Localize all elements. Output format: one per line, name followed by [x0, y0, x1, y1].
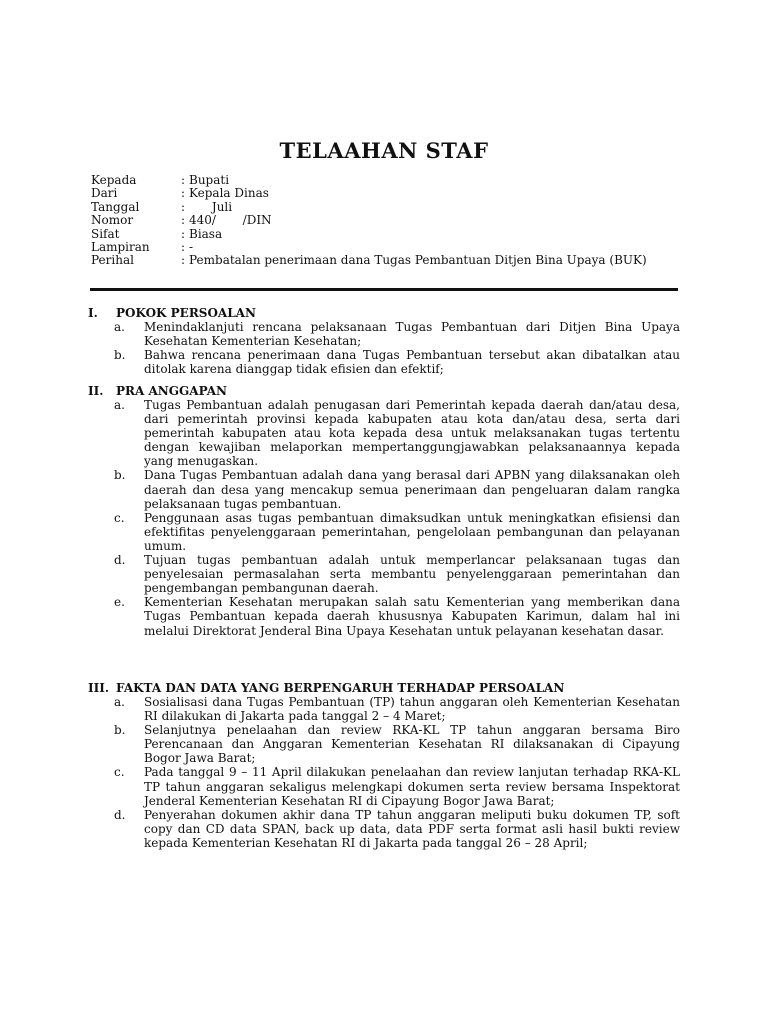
- item-text: Penggunaan asas tugas pembantuan dimaksudkan untuk meningkatkan efisiensi dan efektifitas penyelenggaraan pemerintahan, pengelolaan pembangunan dan pelayanan umum.: [144, 510, 680, 553]
- meta-row-perihal: [91, 254, 681, 267]
- section-title: FAKTA DAN DATA YANG BERPENGARUH TERHADAP PERSOALAN: [116, 681, 565, 695]
- meta-row-dari: [91, 187, 681, 200]
- meta-label: Kepada: [91, 173, 137, 187]
- meta-label: Lampiran: [91, 240, 150, 255]
- section-heading: [88, 384, 680, 398]
- item-letter: a.: [114, 320, 125, 334]
- item-letter: b.: [114, 348, 126, 363]
- item-letter: c.: [114, 765, 125, 780]
- item-letter: e.: [114, 595, 125, 610]
- item-text: Kementerian Kesehatan merupakan salah satu Kementerian yang memberikan dana Tugas Pembantuan kepada daerah khususnya Kabupaten Karimun, dalam hal ini melalui Direktorat Jenderal Bina Upaya Kesehatan untuk pelayanan kesehatan dasar.: [144, 595, 680, 638]
- item-letter: a.: [114, 695, 125, 709]
- section-heading: [88, 306, 680, 320]
- meta-row-lampiran: [91, 241, 681, 254]
- meta-separator: :: [181, 240, 186, 255]
- meta-value: Biasa: [189, 226, 223, 241]
- item-text: Selanjutnya penelaahan dan review RKA-KL TP tahun anggaran bersama Biro Perencanaan dan Anggaran Kementerian Kesehatan RI dilaksanakan di Cipayung Bogor Jawa Barat;: [144, 723, 680, 766]
- section-fakta-dan-data: [88, 681, 680, 850]
- list-item: [88, 348, 680, 376]
- list-item: [88, 398, 680, 468]
- item-text: Dana Tugas Pembantuan adalah dana yang berasal dari APBN yang dilaksanakan oleh daerah dan desa yang mencakup semua penerimaan dan pengeluaran dalam rangka pelaksanaan tugas pembantuan.: [144, 468, 680, 511]
- item-text: Tugas Pembantuan adalah penugasan dari Pemerintah kepada daerah dan/atau desa, dari pemerintah provinsi kepada kabupaten atau kota dan/atau desa, serta dari pemerintah kabupaten atau kota kepada desa untuk melaksanakan tugas tertentu dengan kewajiban melaporkan mempertanggungjawabkan pelaksanaannya kepada yang menugaskan.: [144, 398, 680, 469]
- item-text: Bahwa rencana penerimaan dana Tugas Pembantuan tersebut akan dibatalkan atau ditolak karena dianggap tidak efisien dan efektif;: [144, 348, 680, 377]
- item-text: Tujuan tugas pembantuan adalah untuk memperlancar pelaksanaan tugas dan penyelesaian permasalahan serta membantu penyelenggaraan pemerintahan dan pengembangan pembangunan daerah.: [144, 553, 680, 596]
- meta-label: Perihal: [91, 253, 134, 268]
- meta-value: Kepala Dinas: [189, 186, 269, 201]
- meta-label: Tanggal: [91, 199, 140, 214]
- meta-separator: :: [181, 199, 186, 214]
- meta-label: Sifat: [91, 226, 120, 241]
- meta-row-sifat: [91, 228, 681, 241]
- item-text: Penyerahan dokumen akhir dana TP tahun anggaran meliputi buku dokumen TP, soft copy dan CD data SPAN, back up data, data PDF serta format asli hasil bukti review kepada Kementerian Kesehatan RI di Jakarta pada tanggal 26 – 28 April;: [144, 807, 680, 850]
- meta-label: Dari: [91, 186, 118, 201]
- item-text: Menindaklanjuti rencana pelaksanaan Tugas Pembantuan dari Ditjen Bina Upaya Kesehatan Kementerian Kesehatan;: [144, 320, 680, 349]
- list-item: [88, 553, 680, 595]
- item-letter: b.: [114, 468, 126, 483]
- item-letter: c.: [114, 510, 125, 525]
- section-heading: [88, 681, 680, 695]
- list-item: [88, 511, 680, 553]
- section-title: PRA ANGGAPAN: [116, 384, 227, 398]
- meta-value: -: [189, 240, 194, 255]
- meta-separator: :: [181, 213, 186, 228]
- meta-label: Nomor: [91, 213, 134, 228]
- document-title: TELAAHAN STAF: [279, 138, 489, 163]
- meta-separator: :: [181, 226, 186, 241]
- meta-separator: :: [181, 253, 186, 268]
- section-number: I.: [88, 306, 98, 320]
- section-number: II.: [88, 384, 104, 398]
- meta-row-tanggal: [91, 201, 681, 214]
- section-pra-anggapan: [88, 384, 680, 638]
- list-item: [88, 695, 680, 723]
- item-text: Pada tanggal 9 – 11 April dilakukan penelaahan dan review lanjutan terhadap RKA-KL TP tahun anggaran sekaligus melengkapi dokumen serta review bersama Inspektorat Jenderal Kementerian Kesehatan RI di Cipayung Bogor Jawa Barat;: [144, 765, 680, 808]
- section-number: III.: [88, 681, 110, 695]
- list-item: [88, 723, 680, 765]
- item-text: Sosialisasi dana Tugas Pembantuan (TP) tahun anggaran oleh Kementerian Kesehatan RI dilakukan di Jakarta pada tanggal 2 – 4 Maret;: [144, 695, 680, 724]
- meta-row-nomor: [91, 214, 681, 227]
- item-letter: d.: [114, 553, 126, 568]
- list-item: [88, 320, 680, 348]
- meta-separator: :: [181, 186, 186, 201]
- item-letter: a.: [114, 398, 125, 412]
- meta-separator: :: [181, 173, 186, 187]
- section-pokok-persoalan: [88, 306, 680, 376]
- header-divider: [90, 288, 678, 291]
- list-item: [88, 808, 680, 850]
- list-item: [88, 468, 680, 510]
- list-item: [88, 765, 680, 807]
- meta-value: Juli: [189, 199, 233, 214]
- item-letter: d.: [114, 807, 126, 822]
- meta-value: Pembatalan penerimaan dana Tugas Pembantuan Ditjen Bina Upaya (BUK): [189, 253, 647, 268]
- meta-row-kepada: [91, 174, 681, 187]
- letter-header: [91, 174, 681, 268]
- section-title: POKOK PERSOALAN: [116, 306, 256, 320]
- list-item: [88, 595, 680, 637]
- item-letter: b.: [114, 723, 126, 738]
- meta-value: 440/ /DIN: [189, 213, 272, 228]
- meta-value: Bupati: [189, 173, 230, 187]
